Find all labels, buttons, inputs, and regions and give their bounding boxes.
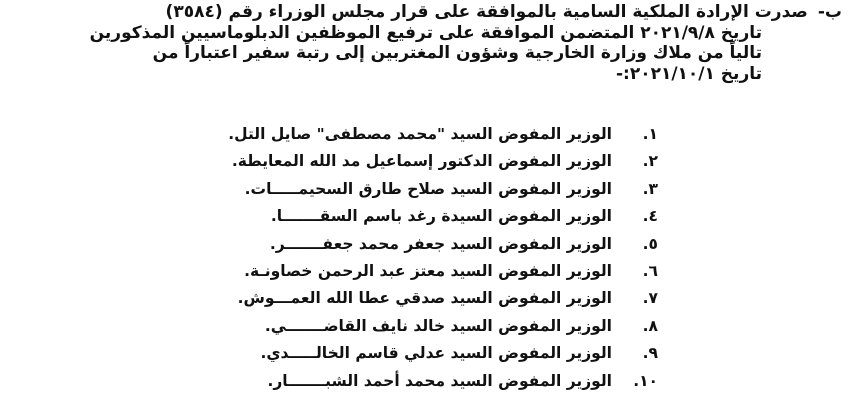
list-item-number: ١٠.: [633, 371, 658, 390]
list-item-number: ٩.: [642, 344, 658, 363]
list-item-text: الوزير المفوض السيدة رغد باسم السقـــــــا.: [270, 207, 612, 226]
intro-line-2: تاريخ ٢٠٢١/٩/٨ المتضمن الموافقة على ترفيع الموظفين الدبلوماسيين المذكورين: [89, 22, 762, 43]
list-item-text: الوزير المفوض الدكتور إسماعيل مد الله المعايطة.: [231, 152, 612, 171]
list-item-text: الوزير المفوض السيد صلاح طارق السحيمـــــات.: [244, 179, 612, 198]
ambassadors-list: [188, 125, 658, 399]
list-item-number: ٣.: [642, 179, 658, 198]
list-item-number: ٧.: [642, 289, 658, 308]
list-item: [188, 180, 658, 207]
list-item: [188, 289, 658, 316]
list-item: [188, 317, 658, 344]
intro-line-1-text: صدرت الإرادة الملكية السامية بالموافقة على قرار مجلس الوزراء رقم (٣٥٨٤): [165, 2, 808, 22]
list-item-text: الوزير المفوض السيد عدلي قاسم الخالـــــدي.: [260, 344, 612, 363]
list-item-number: ٤.: [642, 207, 658, 226]
list-item-number: ١.: [642, 125, 658, 143]
list-item-text: الوزير المفوض السيد خالد نايف القاضـــــــي.: [264, 316, 612, 335]
list-item: [188, 262, 658, 289]
list-item-number: ٢.: [642, 152, 658, 171]
list-item-number: ٦.: [642, 261, 658, 280]
intro-line-1: [4, 2, 842, 23]
intro-line-4: تاريخ ٢٠٢١/١٠/١:-: [615, 63, 762, 84]
paragraph-marker: ب-: [817, 2, 842, 22]
list-item: [188, 152, 658, 179]
list-item-text: الوزير المفوض السيد جعفر محمد جعفـــــــر.: [269, 234, 612, 253]
list-item: [188, 235, 658, 262]
intro-paragraph: [4, 2, 842, 84]
list-item-number: ٥.: [642, 234, 658, 253]
list-item-text: الوزير المفوض السيد محمد أحمد الشبـــــــار.: [267, 371, 612, 390]
list-item-number: ٨.: [642, 316, 658, 335]
list-item: [188, 344, 658, 371]
list-item-text: الوزير المفوض السيد "محمد مصطفى" صايل التل.: [228, 125, 612, 143]
list-item-text: الوزير المفوض السيد معتز عبد الرحمن خصاونـة.: [244, 261, 612, 280]
list-item: [188, 207, 658, 234]
list-item-text: الوزير المفوض السيد صدقي عطا الله العمـــوش.: [237, 289, 612, 308]
intro-line-3: تالياً من ملاك وزارة الخارجية وشؤون المغتربين إلى رتبة سفير اعتباراً من: [152, 43, 762, 63]
list-item: [188, 372, 658, 399]
list-item: [188, 125, 658, 152]
